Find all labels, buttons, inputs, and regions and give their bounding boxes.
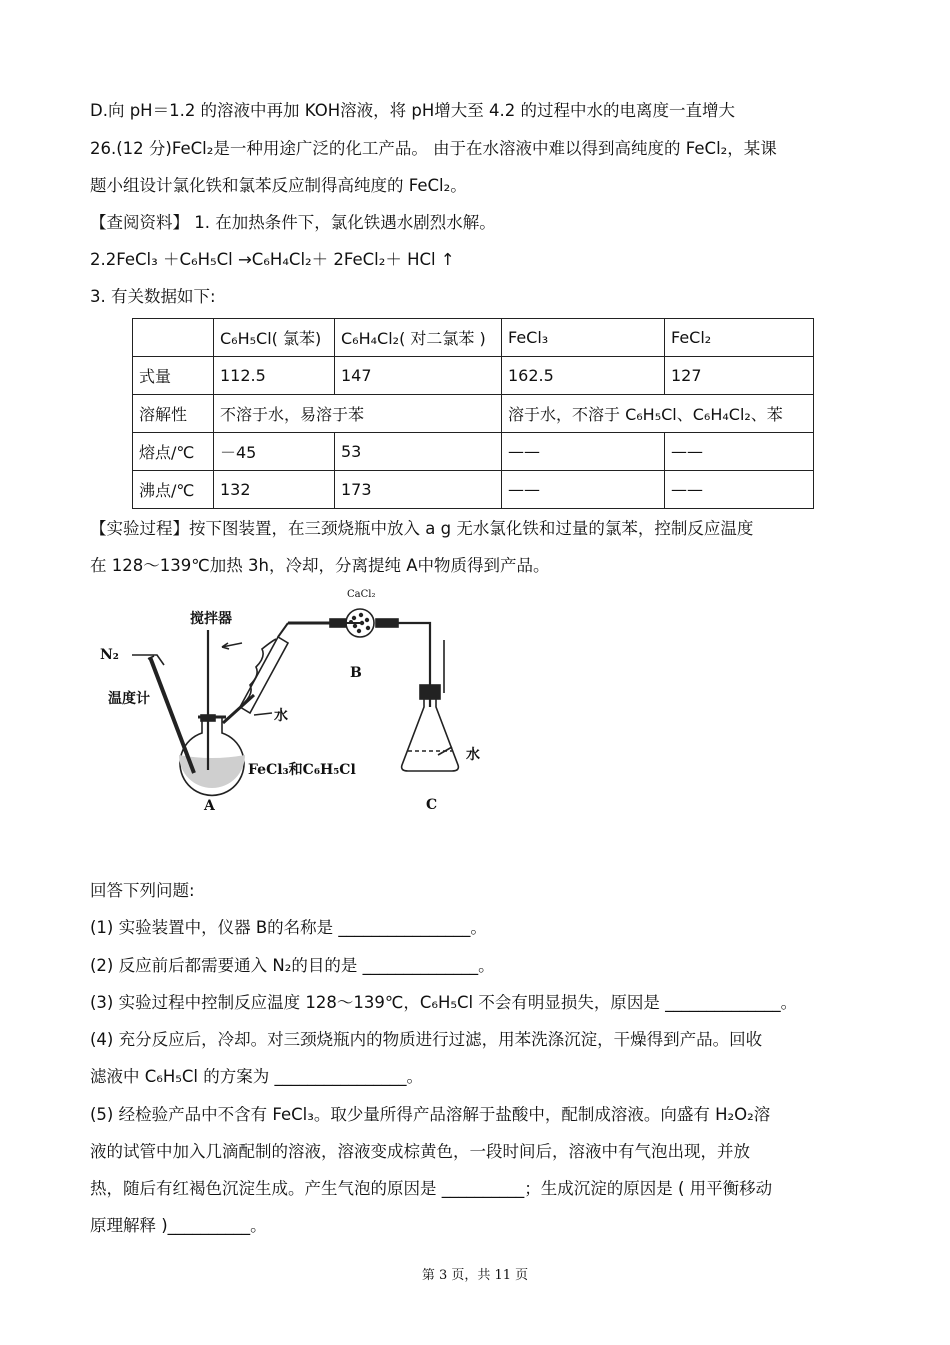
question-5: (5) 经检验产品中不含有 FeCl₃。取少量所得产品溶解于盐酸中，配制成溶液。向盛有 H₂O₂溶 <box>90 1105 771 1124</box>
table-cell: 112.5 <box>214 357 335 395</box>
label-flask-contents: FeCl₃和C₆H₅Cl <box>248 762 356 778</box>
table-cell: 式量 <box>133 357 214 395</box>
data-table <box>132 318 814 509</box>
table-cell: —— <box>502 433 665 471</box>
label-water-in: 水 <box>274 708 288 724</box>
experiment-process-cont: 在 128～139℃加热 3h，冷却，分离提纯 A中物质得到产品。 <box>90 556 550 575</box>
table-row <box>133 471 814 509</box>
table-cell: 沸点/℃ <box>133 471 214 509</box>
reference-3: 3. 有关数据如下: <box>90 287 216 306</box>
question-5-cont-2: 热，随后有红褐色沉淀生成。产生气泡的原因是 __________；生成沉淀的原因是 ( 用平衡移动 <box>90 1179 773 1198</box>
table-cell: —— <box>502 471 665 509</box>
table-cell: FeCl₃ <box>502 319 665 357</box>
table-cell: 溶解性 <box>133 395 214 433</box>
page-footer: 第 3 页，共 11 页 <box>421 1268 529 1283</box>
question-4: (4) 充分反应后，冷却。对三颈烧瓶内的物质进行过滤，用苯洗涤沉淀，干燥得到产品。回收 <box>90 1030 763 1049</box>
experiment-process: 【实验过程】按下图装置，在三颈烧瓶中放入 a g 无水氯化铁和过量的氯苯，控制反应温度 <box>90 519 754 538</box>
question-1: (1) 实验装置中，仪器 B的名称是 ________________。 <box>90 918 487 937</box>
table-cell: －45 <box>214 433 335 471</box>
reference-1: 【查阅资料】 1. 在加热条件下，氯化铁遇水剧烈水解。 <box>90 213 496 232</box>
label-b: B <box>350 665 362 681</box>
reference-2-equation: 2.2FeCl₃ ＋C₆H₅Cl →C₆H₄Cl₂＋ 2FeCl₂＋ HCl ↑ <box>90 250 455 269</box>
table-row <box>133 395 814 433</box>
label-a: A <box>204 798 215 814</box>
table-cell: C₆H₄Cl₂( 对二氯苯 ) <box>335 319 502 357</box>
label-thermometer: 温度计 <box>108 691 150 707</box>
table-row <box>133 433 814 471</box>
question-26-intro-cont: 题小组设计氯化铁和氯苯反应制得高纯度的 FeCl₂。 <box>90 176 467 195</box>
table-cell <box>133 319 214 357</box>
table-cell: C₆H₅Cl( 氯苯) <box>214 319 335 357</box>
table-cell: 127 <box>665 357 814 395</box>
table-cell: —— <box>665 471 814 509</box>
table-cell: 162.5 <box>502 357 665 395</box>
label-n2: N₂ <box>100 647 119 663</box>
table-cell: 173 <box>335 471 502 509</box>
table-cell: FeCl₂ <box>665 319 814 357</box>
table-cell: 53 <box>335 433 502 471</box>
question-5-cont: 液的试管中加入几滴配制的溶液，溶液变成棕黄色，一段时间后，溶液中有气泡出现，并放 <box>90 1142 750 1161</box>
table-cell: —— <box>665 433 814 471</box>
table-cell: 132 <box>214 471 335 509</box>
table-cell: 熔点/℃ <box>133 433 214 471</box>
table-header-row <box>133 319 814 357</box>
question-2: (2) 反应前后都需要通入 N₂的目的是 ______________。 <box>90 956 495 975</box>
option-d: D.向 pH＝1.2 的溶液中再加 KOH溶液，将 pH增大至 4.2 的过程中水的电离度一直增大 <box>90 101 735 120</box>
table-cell: 溶于水，不溶于 C₆H₅Cl、C₆H₄Cl₂、苯 <box>502 395 814 433</box>
label-water-c: 水 <box>466 747 480 763</box>
answer-prompt: 回答下列问题: <box>90 881 195 900</box>
table-cell: 147 <box>335 357 502 395</box>
table-row <box>133 357 814 395</box>
question-5-cont-3: 原理解释 )__________。 <box>90 1216 267 1235</box>
label-stirrer: 搅拌器 <box>190 611 232 627</box>
question-3: (3) 实验过程中控制反应温度 128～139℃，C₆H₅Cl 不会有明显损失，原因是 ______________。 <box>90 993 798 1012</box>
table-cell: 不溶于水，易溶于苯 <box>214 395 502 433</box>
label-c: C <box>426 797 438 813</box>
question-4-cont: 滤液中 C₆H₅Cl 的方案为 ________________。 <box>90 1067 423 1086</box>
apparatus-figure <box>92 585 512 820</box>
label-cacl2: CaCl₂ <box>347 589 376 600</box>
question-26-intro: 26.(12 分)FeCl₂是一种用途广泛的化工产品。 由于在水溶液中难以得到高纯度的 FeCl₂，某课 <box>90 139 777 158</box>
